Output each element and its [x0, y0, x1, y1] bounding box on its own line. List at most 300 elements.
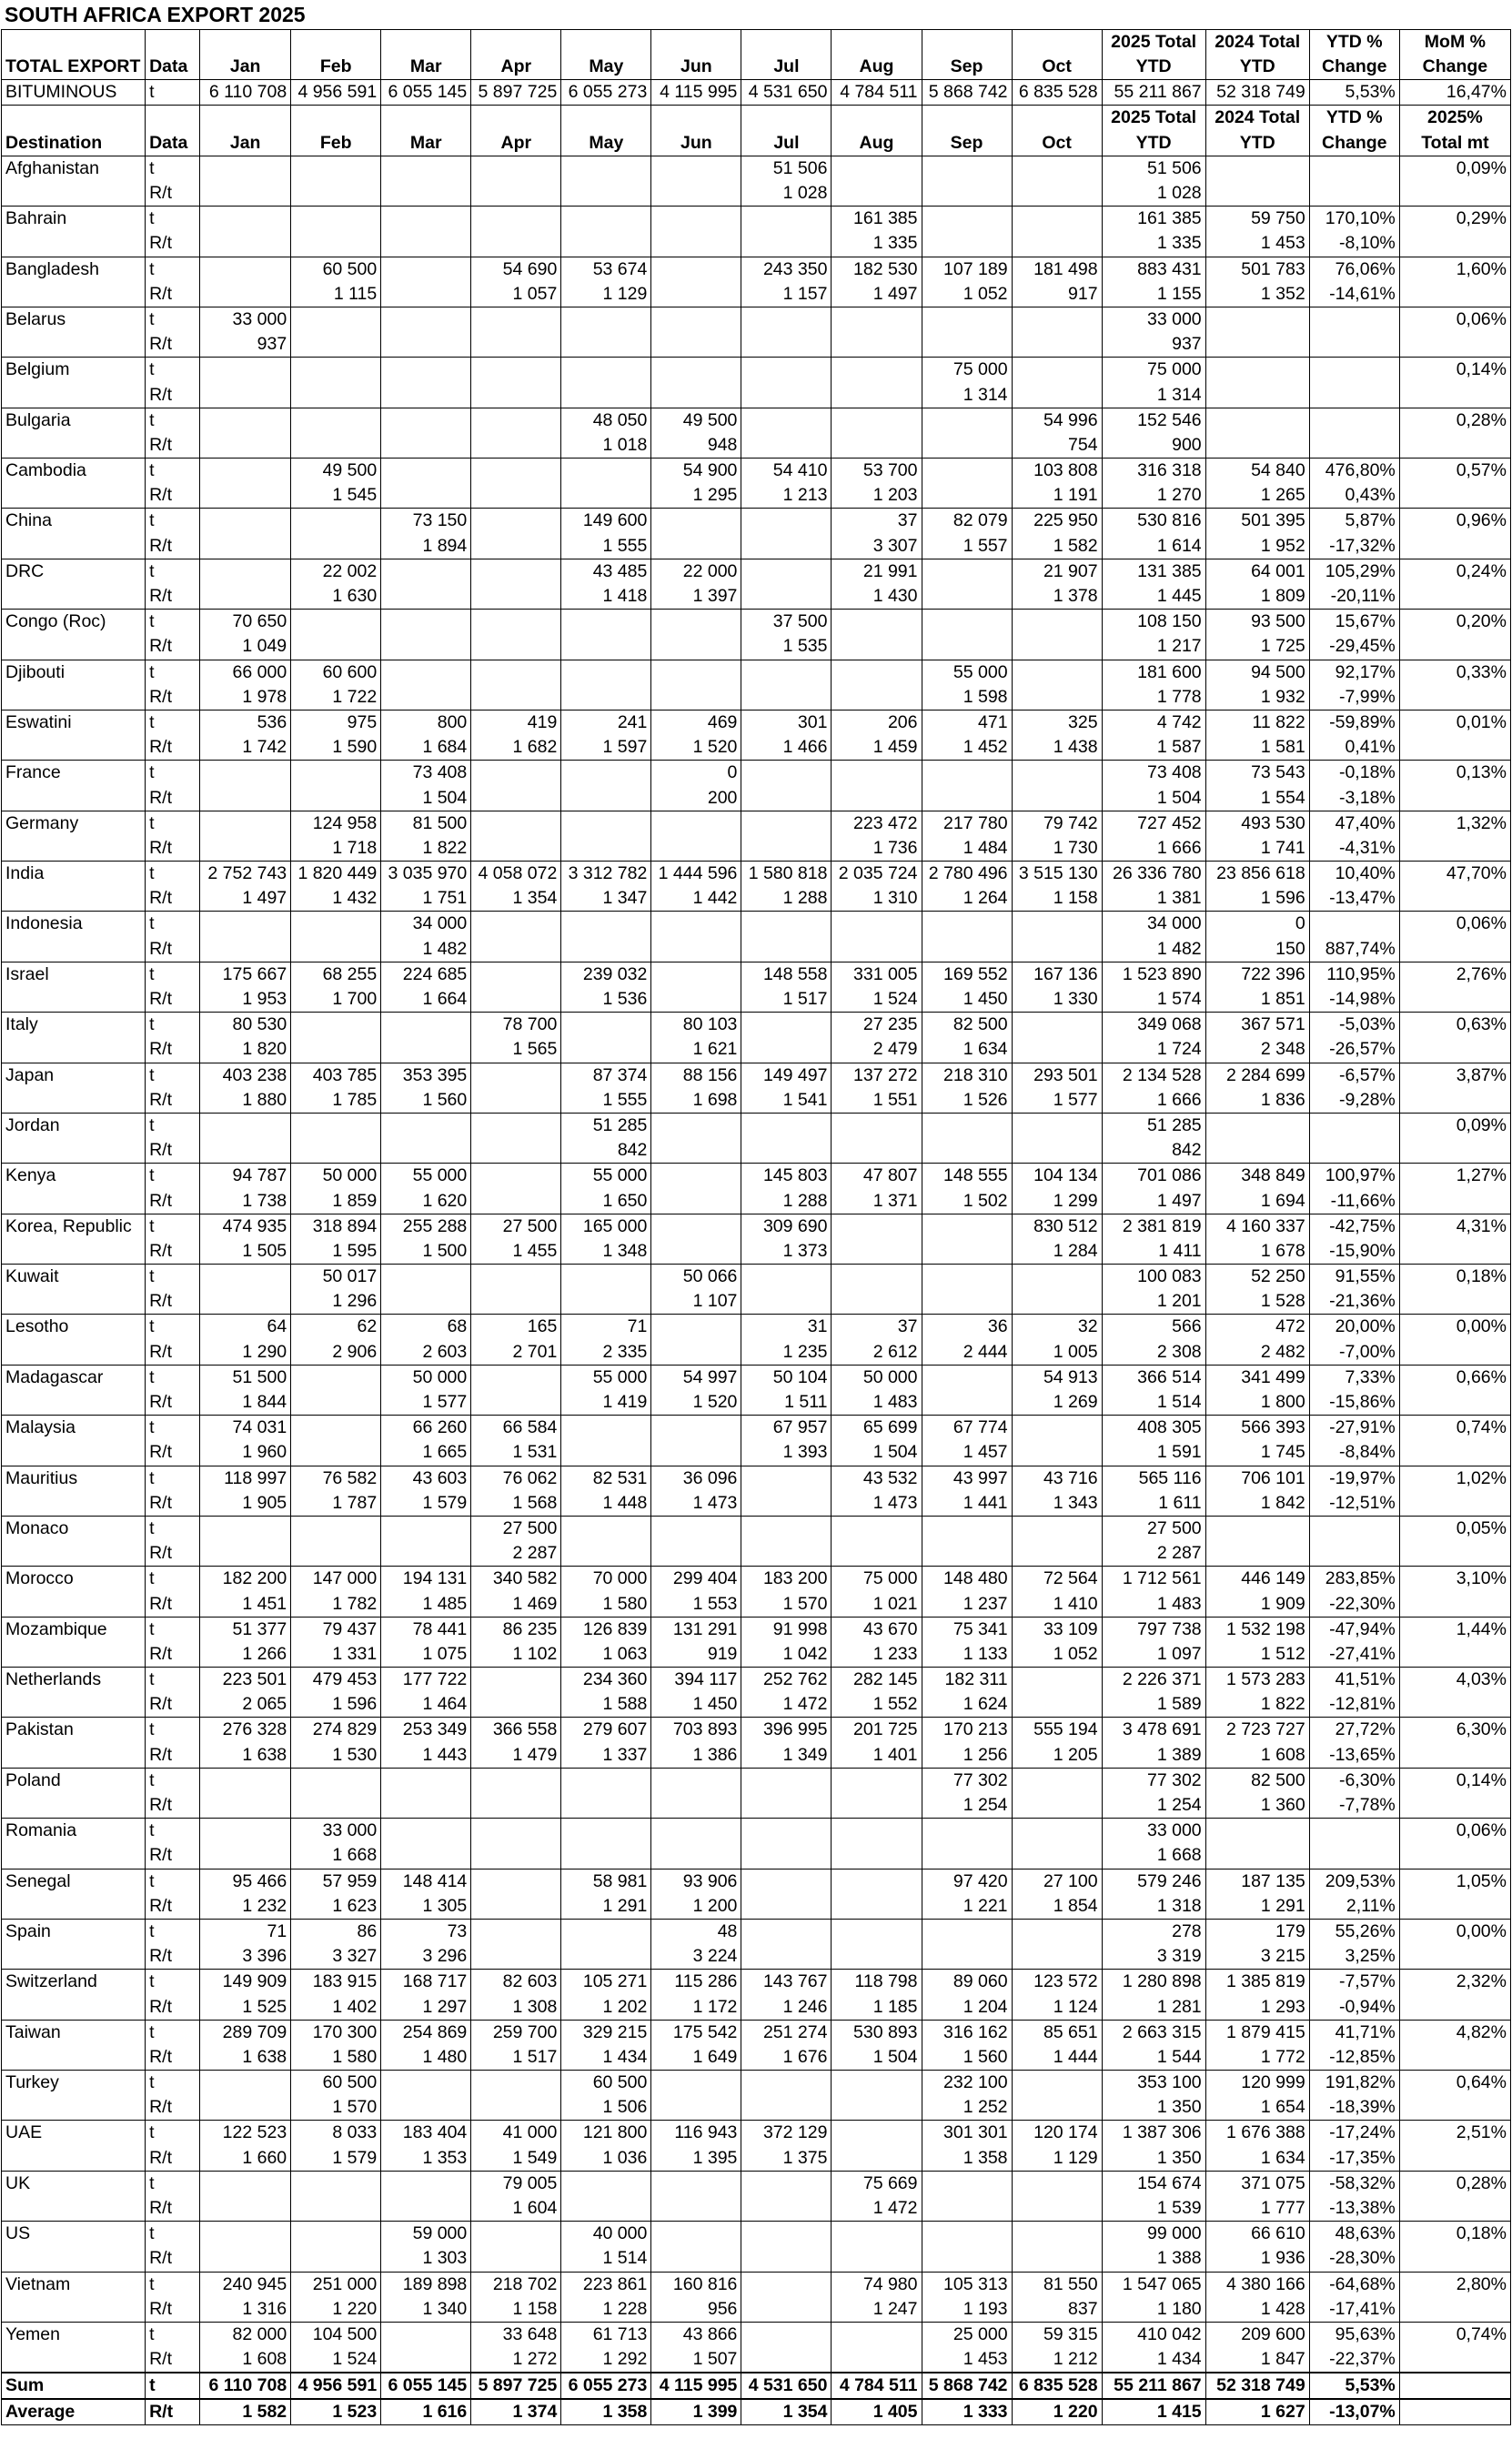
value-cell — [561, 1919, 651, 1944]
value-cell: 70 000 — [561, 1567, 651, 1592]
value-cell: 1 464 — [381, 1692, 471, 1718]
table-row — [2, 2297, 1511, 2323]
value-cell: 68 255 — [291, 962, 381, 987]
value-cell: 234 360 — [561, 1668, 651, 1693]
value-cell: -11,66% — [1309, 1188, 1399, 1214]
value-cell — [200, 181, 291, 207]
value-cell: 223 861 — [561, 2272, 651, 2297]
table-row — [2, 2399, 1511, 2425]
value-cell: 1 333 — [922, 2399, 1012, 2425]
value-cell — [1012, 761, 1102, 786]
value-cell — [561, 231, 651, 257]
value-cell: 1 049 — [200, 634, 291, 660]
value-cell: 1 507 — [651, 2347, 741, 2373]
row-label-cell — [2, 483, 146, 509]
value-cell: 394 117 — [651, 1668, 741, 1693]
value-cell: 1 308 — [471, 1994, 561, 2020]
value-cell: 1 418 — [561, 584, 651, 610]
value-cell: 1 650 — [561, 1188, 651, 1214]
value-cell: 105 313 — [922, 2272, 1012, 2297]
value-cell — [291, 1013, 381, 1038]
value-cell: -8,84% — [1309, 1440, 1399, 1466]
value-cell — [1399, 785, 1510, 811]
value-cell: 4 058 072 — [471, 862, 561, 887]
value-cell: 289 709 — [200, 2020, 291, 2045]
value-cell: 26 336 780 — [1102, 862, 1205, 887]
value-cell — [1012, 358, 1102, 383]
value-cell — [1399, 937, 1510, 962]
value-cell — [471, 912, 561, 937]
value-cell: -12,51% — [1309, 1491, 1399, 1517]
value-cell: 1 381 — [1102, 886, 1205, 912]
value-cell — [922, 1390, 1012, 1416]
data-type-cell: t — [146, 459, 200, 484]
value-cell — [832, 1843, 922, 1869]
value-cell: 122 523 — [200, 2121, 291, 2146]
value-cell: Change — [1399, 55, 1510, 80]
value-cell: 94 500 — [1205, 660, 1309, 685]
value-cell: 55 000 — [381, 1164, 471, 1189]
data-type-cell: R/t — [146, 1390, 200, 1416]
data-type-cell: t — [146, 2272, 200, 2297]
value-cell: 1 638 — [200, 1743, 291, 1769]
value-cell: 1 129 — [561, 282, 651, 307]
value-cell — [741, 1037, 832, 1063]
data-type-cell: R/t — [146, 2297, 200, 2323]
value-cell — [1399, 282, 1510, 307]
value-cell — [1205, 156, 1309, 181]
value-cell — [922, 1214, 1012, 1239]
row-label-cell: India — [2, 862, 146, 887]
data-type-cell: R/t — [146, 1491, 200, 1517]
value-cell: 887,74% — [1309, 937, 1399, 962]
value-cell: 1 536 — [561, 987, 651, 1013]
value-cell: 161 385 — [1102, 207, 1205, 232]
value-cell — [922, 231, 1012, 257]
value-cell: 1 129 — [1012, 2146, 1102, 2172]
value-cell — [291, 358, 381, 383]
value-cell — [471, 1164, 561, 1189]
data-type-cell: R/t — [146, 1944, 200, 1970]
value-cell: 1 075 — [381, 1642, 471, 1668]
value-cell — [651, 1315, 741, 1340]
value-cell: 1 028 — [1102, 181, 1205, 207]
value-cell — [832, 610, 922, 635]
value-cell — [471, 1869, 561, 1894]
row-label-cell — [2, 1340, 146, 1366]
value-cell — [1309, 408, 1399, 433]
table-row — [2, 785, 1511, 811]
value-cell — [741, 660, 832, 685]
row-label-cell: TOTAL EXPORT — [2, 55, 146, 80]
value-cell: -17,35% — [1309, 2146, 1399, 2172]
value-cell: 341 499 — [1205, 1365, 1309, 1390]
value-cell: 2 348 — [1205, 1037, 1309, 1063]
table-row — [2, 483, 1511, 509]
value-cell: 48 050 — [561, 408, 651, 433]
value-cell: 91,55% — [1309, 1265, 1399, 1290]
value-cell: 79 437 — [291, 1617, 381, 1642]
value-cell — [471, 433, 561, 459]
value-cell: 121 800 — [561, 2121, 651, 2146]
value-cell — [381, 634, 471, 660]
value-cell: 92,17% — [1309, 660, 1399, 685]
value-cell: 1 589 — [1102, 1692, 1205, 1718]
value-cell — [471, 634, 561, 660]
value-cell: 1 102 — [471, 1642, 561, 1668]
value-cell: 1 570 — [741, 1591, 832, 1617]
value-cell: YTD % — [1309, 30, 1399, 55]
value-cell — [832, 408, 922, 433]
value-cell: 170,10% — [1309, 207, 1399, 232]
value-cell: 1 517 — [741, 987, 832, 1013]
value-cell — [471, 660, 561, 685]
value-cell — [741, 2347, 832, 2373]
value-cell: 1 254 — [922, 1793, 1012, 1819]
value-cell: 82 000 — [200, 2322, 291, 2347]
value-cell: 1 052 — [922, 282, 1012, 307]
value-cell — [1012, 1265, 1102, 1290]
value-cell: 4 160 337 — [1205, 1214, 1309, 1239]
value-cell: 37 — [832, 509, 922, 534]
value-cell: 251 274 — [741, 2020, 832, 2045]
row-label-cell: Poland — [2, 1768, 146, 1793]
row-label-cell — [2, 937, 146, 962]
value-cell: 182 200 — [200, 1567, 291, 1592]
value-cell — [1399, 987, 1510, 1013]
table-row — [2, 55, 1511, 80]
value-cell: 88 156 — [651, 1063, 741, 1088]
value-cell: 1 133 — [922, 1642, 1012, 1668]
data-type-cell: R/t — [146, 1843, 200, 1869]
table-row — [2, 685, 1511, 711]
value-cell — [651, 1340, 741, 1366]
value-cell — [651, 2246, 741, 2272]
value-cell — [1309, 1541, 1399, 1567]
value-cell: 2 479 — [832, 1037, 922, 1063]
data-type-cell: t — [146, 1466, 200, 1491]
value-cell: 555 194 — [1012, 1718, 1102, 1743]
value-cell: 701 086 — [1102, 1164, 1205, 1189]
value-cell: 1 511 — [741, 1390, 832, 1416]
value-cell — [1399, 534, 1510, 559]
value-cell — [200, 2095, 291, 2121]
table-row — [2, 509, 1511, 534]
value-cell: 1 451 — [200, 1591, 291, 1617]
row-label-cell: Italy — [2, 1013, 146, 1038]
value-cell: 137 272 — [832, 1063, 922, 1088]
data-type-cell: t — [146, 761, 200, 786]
value-cell: 1 388 — [1102, 2246, 1205, 2272]
value-cell: -13,38% — [1309, 2196, 1399, 2222]
value-cell — [381, 660, 471, 685]
table-row — [2, 1013, 1511, 1038]
value-cell: 104 134 — [1012, 1164, 1102, 1189]
row-label-cell: DRC — [2, 559, 146, 584]
row-label-cell: Malaysia — [2, 1416, 146, 1441]
value-cell: 120 174 — [1012, 2121, 1102, 2146]
row-label-cell: Korea, Republic — [2, 1214, 146, 1239]
value-cell: 76 062 — [471, 1466, 561, 1491]
value-cell — [922, 610, 1012, 635]
value-cell: 41 000 — [471, 2121, 561, 2146]
value-cell — [651, 2222, 741, 2247]
value-cell — [651, 282, 741, 307]
table-row — [2, 735, 1511, 761]
value-cell: 1 459 — [832, 735, 922, 761]
value-cell — [922, 1239, 1012, 1265]
value-cell: 1 221 — [922, 1894, 1012, 1920]
value-cell — [651, 962, 741, 987]
table-row — [2, 962, 1511, 987]
value-cell — [561, 1843, 651, 1869]
value-cell: 4 531 650 — [741, 80, 832, 106]
value-cell: 66 610 — [1205, 2222, 1309, 2247]
value-cell: 1 952 — [1205, 534, 1309, 559]
value-cell — [381, 282, 471, 307]
value-cell — [832, 2322, 922, 2347]
data-type-cell: R/t — [146, 987, 200, 1013]
row-label-cell — [2, 1743, 146, 1769]
value-cell — [381, 1819, 471, 1844]
value-cell: 5 868 742 — [922, 2373, 1012, 2399]
value-cell: 1 528 — [1205, 1289, 1309, 1315]
value-cell: 59 000 — [381, 2222, 471, 2247]
value-cell — [381, 2171, 471, 2196]
value-cell — [922, 785, 1012, 811]
value-cell: 5,53% — [1309, 2373, 1399, 2399]
value-cell: 1 410 — [1012, 1591, 1102, 1617]
value-cell: 1 800 — [1205, 1390, 1309, 1416]
value-cell — [1012, 660, 1102, 685]
row-label-cell — [2, 2347, 146, 2373]
value-cell — [651, 1516, 741, 1541]
table-row — [2, 2246, 1511, 2272]
value-cell — [832, 2246, 922, 2272]
value-cell — [291, 433, 381, 459]
data-type-cell: R/t — [146, 2146, 200, 2172]
value-cell: 2 308 — [1102, 1340, 1205, 1366]
value-cell: 1 582 — [200, 2399, 291, 2425]
row-label-cell: Mozambique — [2, 1617, 146, 1642]
value-cell: 1 822 — [381, 836, 471, 862]
row-label-cell — [2, 1390, 146, 1416]
row-label-cell — [2, 785, 146, 811]
value-cell — [651, 937, 741, 962]
table-row — [2, 1440, 1511, 1466]
value-cell: 1 097 — [1102, 1642, 1205, 1668]
value-cell: 67 957 — [741, 1416, 832, 1441]
value-cell — [1012, 2071, 1102, 2096]
value-cell: 1 441 — [922, 1491, 1012, 1517]
value-cell — [381, 30, 471, 55]
value-cell: 201 725 — [832, 1718, 922, 1743]
value-cell — [200, 811, 291, 836]
value-cell — [1399, 2196, 1510, 2222]
value-cell: 2025 Total — [1102, 30, 1205, 55]
value-cell: 27 235 — [832, 1013, 922, 1038]
value-cell: 0,18% — [1399, 2222, 1510, 2247]
value-cell — [922, 408, 1012, 433]
value-cell: 1 291 — [561, 1894, 651, 1920]
value-cell — [1399, 685, 1510, 711]
value-cell — [832, 660, 922, 685]
value-cell — [651, 2071, 741, 2096]
data-type-cell: t — [146, 1063, 200, 1088]
value-cell: Jun — [651, 55, 741, 80]
value-cell: -21,36% — [1309, 1289, 1399, 1315]
value-cell: 1 624 — [922, 1692, 1012, 1718]
value-cell: 469 — [651, 710, 741, 735]
value-cell: 33 000 — [200, 307, 291, 332]
value-cell: 1 272 — [471, 2347, 561, 2373]
value-cell — [741, 761, 832, 786]
value-cell — [741, 1516, 832, 1541]
value-cell: 1 844 — [200, 1390, 291, 1416]
row-label-cell: Afghanistan — [2, 156, 146, 181]
value-cell — [291, 207, 381, 232]
value-cell: 52 318 749 — [1205, 2373, 1309, 2399]
value-cell: 81 550 — [1012, 2272, 1102, 2297]
table-row — [2, 1919, 1511, 1944]
sheet-title: SOUTH AFRICA EXPORT 2025 — [5, 3, 306, 26]
value-cell: 0 — [1205, 912, 1309, 937]
table-row — [2, 1239, 1511, 1265]
data-type-cell — [146, 30, 200, 55]
value-cell: 73 543 — [1205, 761, 1309, 786]
value-cell: 148 414 — [381, 1869, 471, 1894]
value-cell: 183 915 — [291, 1970, 381, 1995]
value-cell — [381, 2347, 471, 2373]
value-cell: 93 906 — [651, 1869, 741, 1894]
value-cell — [832, 307, 922, 332]
value-cell — [291, 2196, 381, 2222]
value-cell: 22 002 — [291, 559, 381, 584]
value-cell: 152 546 — [1102, 408, 1205, 433]
value-cell: 1 555 — [561, 1088, 651, 1114]
value-cell — [471, 962, 561, 987]
row-label-cell — [2, 1188, 146, 1214]
table-row — [2, 886, 1511, 912]
value-cell: 1 473 — [832, 1491, 922, 1517]
value-cell — [922, 1289, 1012, 1315]
table-row — [2, 1819, 1511, 1844]
value-cell: 293 501 — [1012, 1063, 1102, 1088]
value-cell — [1399, 1692, 1510, 1718]
value-cell: 54 410 — [741, 459, 832, 484]
value-cell: 40 000 — [561, 2222, 651, 2247]
value-cell — [381, 1113, 471, 1138]
value-cell: 251 000 — [291, 2272, 381, 2297]
value-cell — [922, 106, 1012, 131]
value-cell — [561, 1013, 651, 1038]
value-cell: 1 978 — [200, 685, 291, 711]
value-cell — [832, 1768, 922, 1793]
data-type-cell: R/t — [146, 1088, 200, 1114]
value-cell — [1205, 1541, 1309, 1567]
value-cell — [1012, 1289, 1102, 1315]
value-cell — [200, 382, 291, 408]
table-row — [2, 1516, 1511, 1541]
value-cell: 187 135 — [1205, 1869, 1309, 1894]
row-label-cell — [2, 634, 146, 660]
table-row — [2, 1743, 1511, 1769]
value-cell — [1399, 1138, 1510, 1164]
value-cell — [651, 685, 741, 711]
value-cell: 1 842 — [1205, 1491, 1309, 1517]
value-cell — [832, 685, 922, 711]
table-row — [2, 534, 1511, 559]
value-cell: 1 434 — [1102, 2347, 1205, 2373]
value-cell: 1 738 — [200, 1188, 291, 1214]
value-cell — [1012, 30, 1102, 55]
value-cell — [1399, 2246, 1510, 2272]
data-type-cell: t — [146, 2222, 200, 2247]
value-cell — [471, 2095, 561, 2121]
table-row — [2, 1188, 1511, 1214]
value-cell: Feb — [291, 131, 381, 156]
value-cell: 5,87% — [1309, 509, 1399, 534]
value-cell: 73 408 — [1102, 761, 1205, 786]
value-cell: 1 314 — [1102, 382, 1205, 408]
value-cell: 1 504 — [832, 2045, 922, 2071]
data-type-cell: t — [146, 1718, 200, 1743]
value-cell: 1 894 — [381, 534, 471, 559]
value-cell: 493 530 — [1205, 811, 1309, 836]
value-cell: 1 580 — [561, 1591, 651, 1617]
value-cell: 91 998 — [741, 1617, 832, 1642]
value-cell: 842 — [1102, 1138, 1205, 1164]
table-row — [2, 1994, 1511, 2020]
value-cell — [471, 937, 561, 962]
value-cell — [1012, 1692, 1102, 1718]
value-cell — [291, 509, 381, 534]
value-cell — [832, 1214, 922, 1239]
table-body — [2, 30, 1511, 2425]
value-cell: 16,47% — [1399, 80, 1510, 106]
value-cell: 883 431 — [1102, 257, 1205, 282]
value-cell — [741, 433, 832, 459]
row-label-cell: UK — [2, 2171, 146, 2196]
table-row — [2, 459, 1511, 484]
value-cell: 366 558 — [471, 1718, 561, 1743]
table-row — [2, 257, 1511, 282]
value-cell — [922, 761, 1012, 786]
row-label-cell: Romania — [2, 1819, 146, 1844]
value-cell: 1 063 — [561, 1642, 651, 1668]
value-cell: 86 235 — [471, 1617, 561, 1642]
value-cell: 1 505 — [200, 1239, 291, 1265]
value-cell — [741, 1541, 832, 1567]
value-cell: 1,32% — [1399, 811, 1510, 836]
value-cell: 160 816 — [651, 2272, 741, 2297]
value-cell: 1 331 — [291, 1642, 381, 1668]
table-row — [2, 433, 1511, 459]
row-label-cell: China — [2, 509, 146, 534]
value-cell — [922, 459, 1012, 484]
value-cell — [200, 207, 291, 232]
value-cell: 1 504 — [832, 1440, 922, 1466]
value-cell: 167 136 — [1012, 962, 1102, 987]
value-cell: 1 204 — [922, 1994, 1012, 2020]
value-cell — [922, 1138, 1012, 1164]
value-cell: 1 485 — [381, 1591, 471, 1617]
value-cell: YTD % — [1309, 106, 1399, 131]
data-type-cell: R/t — [146, 1642, 200, 1668]
value-cell — [741, 836, 832, 862]
value-cell: 1 373 — [741, 1239, 832, 1265]
value-cell — [741, 1491, 832, 1517]
